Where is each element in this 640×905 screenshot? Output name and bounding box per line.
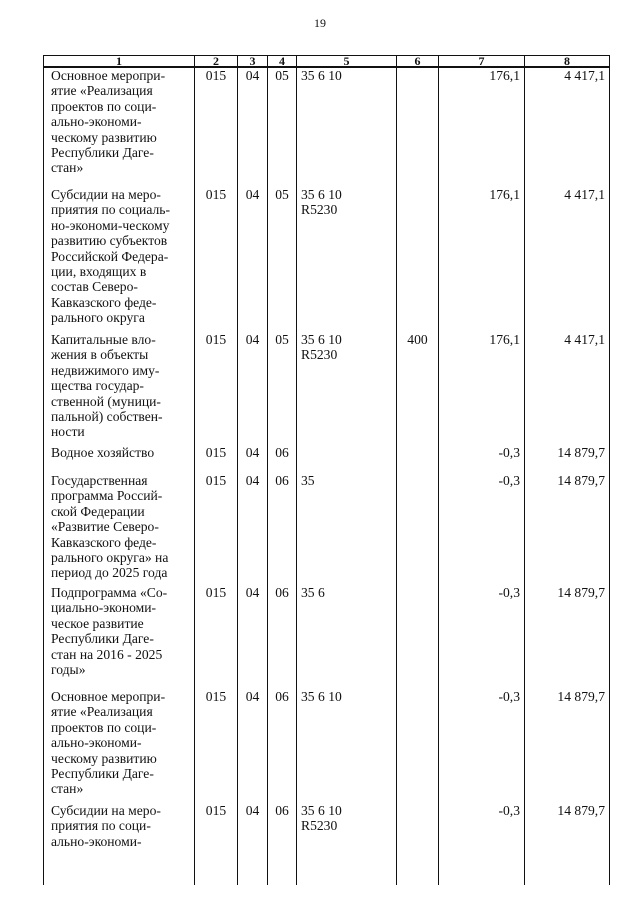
header-row xyxy=(44,56,610,68)
ministry-code: 015 xyxy=(195,689,238,803)
ministry-code: 015 xyxy=(195,585,238,689)
section-code: 04 xyxy=(238,473,268,585)
column-header: 7 xyxy=(439,56,525,68)
item-name: Капитальные вло- жения в объекты недвижимого иму- щества государ- ственной (муници- пальной) собствен- ности xyxy=(44,332,195,445)
target-article-code: 35 6 10 R5230 xyxy=(297,332,397,445)
expense-type-code xyxy=(397,445,439,473)
table-row xyxy=(44,67,610,187)
target-article-code xyxy=(297,445,397,473)
target-article-code: 35 6 10 R5230 xyxy=(297,803,397,885)
total-amount: 14 879,7 xyxy=(525,445,610,473)
item-name: Субсидии на меро- приятия по соци- ально-экономи- xyxy=(44,803,195,885)
column-header: 1 xyxy=(44,56,195,68)
total-amount: 14 879,7 xyxy=(525,803,610,885)
change-amount: -0,3 xyxy=(439,585,525,689)
item-name: Водное хозяйство xyxy=(44,445,195,473)
budget-table xyxy=(43,55,610,885)
section-code: 04 xyxy=(238,585,268,689)
subsection-code: 06 xyxy=(268,689,297,803)
expense-type-code xyxy=(397,473,439,585)
item-name: Основное меропри- ятие «Реализация проектов по соци- ально-экономи- ческому развитию Республики Даге- стан» xyxy=(44,689,195,803)
item-name: Государственная программа Россий- ской Федерации «Развитие Северо- Кавказского феде- рального округа» на период до 2025 года xyxy=(44,473,195,585)
change-amount: -0,3 xyxy=(439,445,525,473)
target-article-code: 35 6 10 xyxy=(297,67,397,187)
section-code: 04 xyxy=(238,67,268,187)
section-code: 04 xyxy=(238,803,268,885)
subsection-code: 05 xyxy=(268,187,297,332)
item-name: Подпрограмма «Со- циально-экономи- ческое развитие Республики Даге- стан на 2016 - 2025 годы» xyxy=(44,585,195,689)
total-amount: 14 879,7 xyxy=(525,585,610,689)
change-amount: -0,3 xyxy=(439,473,525,585)
target-article-code: 35 xyxy=(297,473,397,585)
change-amount: -0,3 xyxy=(439,803,525,885)
ministry-code: 015 xyxy=(195,803,238,885)
table-row xyxy=(44,689,610,803)
column-header: 6 xyxy=(397,56,439,68)
expense-type-code xyxy=(397,67,439,187)
target-article-code: 35 6 10 xyxy=(297,689,397,803)
change-amount: 176,1 xyxy=(439,332,525,445)
expense-type-code xyxy=(397,803,439,885)
total-amount: 4 417,1 xyxy=(525,187,610,332)
expense-type-code: 400 xyxy=(397,332,439,445)
ministry-code: 015 xyxy=(195,67,238,187)
section-code: 04 xyxy=(238,689,268,803)
table-row xyxy=(44,445,610,473)
ministry-code: 015 xyxy=(195,332,238,445)
subsection-code: 05 xyxy=(268,67,297,187)
subsection-code: 06 xyxy=(268,445,297,473)
total-amount: 14 879,7 xyxy=(525,689,610,803)
subsection-code: 06 xyxy=(268,803,297,885)
total-amount: 4 417,1 xyxy=(525,67,610,187)
item-name: Основное меропри- ятие «Реализация проектов по соци- ально-экономи- ческому развитию Республики Даге- стан» xyxy=(44,67,195,187)
expense-type-code xyxy=(397,689,439,803)
column-header: 3 xyxy=(238,56,268,68)
expense-type-code xyxy=(397,585,439,689)
expense-type-code xyxy=(397,187,439,332)
total-amount: 4 417,1 xyxy=(525,332,610,445)
column-header: 5 xyxy=(297,56,397,68)
table-row xyxy=(44,803,610,885)
table-row xyxy=(44,332,610,445)
total-amount: 14 879,7 xyxy=(525,473,610,585)
section-code: 04 xyxy=(238,332,268,445)
target-article-code: 35 6 10 R5230 xyxy=(297,187,397,332)
column-header: 8 xyxy=(525,56,610,68)
section-code: 04 xyxy=(238,187,268,332)
table-row xyxy=(44,187,610,332)
section-code: 04 xyxy=(238,445,268,473)
change-amount: 176,1 xyxy=(439,187,525,332)
table-row xyxy=(44,585,610,689)
change-amount: 176,1 xyxy=(439,67,525,187)
subsection-code: 06 xyxy=(268,473,297,585)
ministry-code: 015 xyxy=(195,445,238,473)
target-article-code: 35 6 xyxy=(297,585,397,689)
page-number: 19 xyxy=(314,16,326,30)
column-header: 2 xyxy=(195,56,238,68)
subsection-code: 05 xyxy=(268,332,297,445)
ministry-code: 015 xyxy=(195,187,238,332)
change-amount: -0,3 xyxy=(439,689,525,803)
item-name: Субсидии на меро- приятия по социаль- но-экономи-ческому развитию субъектов Российской Федера- ции, входящих в состав Северо- Кавказского феде- рального округа xyxy=(44,187,195,332)
subsection-code: 06 xyxy=(268,585,297,689)
column-header: 4 xyxy=(268,56,297,68)
table-row xyxy=(44,473,610,585)
ministry-code: 015 xyxy=(195,473,238,585)
